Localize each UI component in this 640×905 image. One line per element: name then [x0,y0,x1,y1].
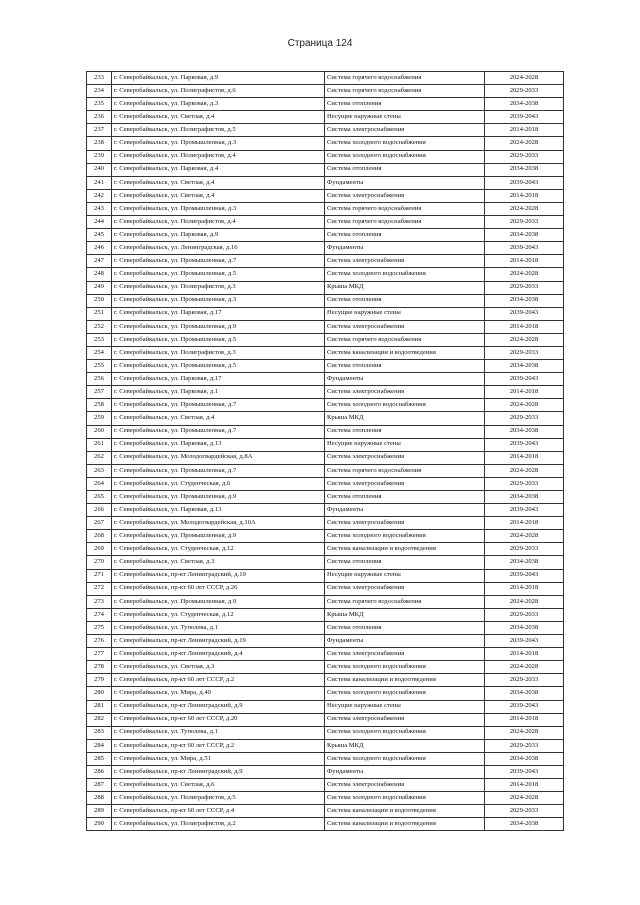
row-period: 2039-2043 [485,504,564,517]
row-system: Система отопления [325,229,485,242]
row-system: Система холодного водоснабжения [325,687,485,700]
row-period: 2014-2018 [485,189,564,202]
row-system: Система горячего водоснабжения [325,202,485,215]
table-row [87,294,564,307]
row-system: Система отопления [325,360,485,373]
row-system: Система отопления [325,294,485,307]
row-address: г. Северобайкальск, ул. Промышленная, д.3 [112,294,325,307]
row-period: 2029-2033 [485,281,564,294]
row-period: 2034-2038 [485,621,564,634]
table-row [87,491,564,504]
row-number: 234 [87,85,112,98]
row-system: Крыша МКД [325,412,485,425]
row-address: г. Северобайкальск, пр-кт 60 лет СССР, д.2 [112,674,325,687]
row-system: Фундаменты [325,504,485,517]
table-row [87,700,564,713]
table-row [87,229,564,242]
row-system: Система электроснабжения [325,255,485,268]
row-number: 237 [87,124,112,137]
row-period: 2014-2018 [485,124,564,137]
table-row [87,687,564,700]
row-number: 272 [87,582,112,595]
row-number: 290 [87,818,112,831]
table-row [87,124,564,137]
row-number: 245 [87,229,112,242]
row-address: г. Северобайкальск, ул. Мира, д.49 [112,687,325,700]
table-row [87,202,564,215]
row-period: 2034-2038 [485,294,564,307]
table-row [87,765,564,778]
row-address: г. Северобайкальск, ул. Светлая, д.3 [112,661,325,674]
row-address: г. Северобайкальск, ул. Полиграфистов, д.4 [112,150,325,163]
table-row [87,216,564,229]
row-address: г. Северобайкальск, ул. Промышленная, д.7 [112,255,325,268]
row-system: Система электроснабжения [325,779,485,792]
row-address: г. Северобайкальск, ул. Светлая, д.4 [112,111,325,124]
row-number: 258 [87,399,112,412]
row-system: Несущие наружные стены [325,700,485,713]
row-address: г. Северобайкальск, ул. Парковая, д.9 [112,72,325,85]
row-number: 260 [87,425,112,438]
row-system: Крыша МКД [325,739,485,752]
row-period: 2014-2018 [485,451,564,464]
table-row [87,399,564,412]
table-row [87,386,564,399]
table-row [87,320,564,333]
table-row [87,595,564,608]
row-period: 2029-2033 [485,608,564,621]
row-system: Крыша МКД [325,608,485,621]
row-period: 2014-2018 [485,779,564,792]
table-row [87,818,564,831]
row-address: г. Северобайкальск, пр-кт Ленинградский, д.19 [112,569,325,582]
row-address: г. Северобайкальск, ул. Промышленная, д.7 [112,464,325,477]
row-period: 2034-2038 [485,425,564,438]
row-address: г. Северобайкальск, ул. Полиграфистов, д.2 [112,818,325,831]
row-system: Система электроснабжения [325,124,485,137]
row-address: г. Северобайкальск, ул. Полиграфистов, д.5 [112,792,325,805]
row-system: Система электроснабжения [325,648,485,661]
row-number: 285 [87,752,112,765]
table-row [87,582,564,595]
row-system: Несущие наружные стены [325,438,485,451]
row-number: 257 [87,386,112,399]
row-period: 2024-2028 [485,202,564,215]
row-number: 277 [87,648,112,661]
row-number: 266 [87,504,112,517]
row-period: 2024-2028 [485,792,564,805]
row-period: 2014-2018 [485,582,564,595]
table-row [87,477,564,490]
row-period: 2034-2038 [485,229,564,242]
table-row [87,189,564,202]
table-row [87,425,564,438]
row-period: 2039-2043 [485,700,564,713]
row-number: 244 [87,216,112,229]
row-period: 2029-2033 [485,674,564,687]
table-row [87,779,564,792]
row-period: 2029-2033 [485,477,564,490]
table-row [87,281,564,294]
table-row [87,739,564,752]
table-row [87,792,564,805]
row-system: Система холодного водоснабжения [325,137,485,150]
row-period: 2029-2033 [485,739,564,752]
row-period: 2029-2033 [485,412,564,425]
row-period: 2024-2028 [485,726,564,739]
table-row [87,98,564,111]
table-row [87,569,564,582]
row-system: Система отопления [325,556,485,569]
row-number: 239 [87,150,112,163]
table-row [87,268,564,281]
row-address: г. Северобайкальск, пр-кт Ленинградский, д.9 [112,700,325,713]
table-row [87,504,564,517]
row-period: 2039-2043 [485,569,564,582]
row-address: г. Северобайкальск, пр-кт 60 лет СССР, д.2 [112,739,325,752]
row-period: 2024-2028 [485,72,564,85]
table-row [87,556,564,569]
row-address: г. Северобайкальск, пр-кт Ленинградский, д.9 [112,765,325,778]
row-number: 243 [87,202,112,215]
row-system: Система холодного водоснабжения [325,752,485,765]
row-system: Система горячего водоснабжения [325,333,485,346]
row-address: г. Северобайкальск, ул. Промышленная, д.5 [112,333,325,346]
row-period: 2029-2033 [485,85,564,98]
row-period: 2039-2043 [485,765,564,778]
row-period: 2039-2043 [485,242,564,255]
row-period: 2014-2018 [485,648,564,661]
row-period: 2029-2033 [485,216,564,229]
row-address: г. Северобайкальск, ул. Промышленная, д.3 [112,202,325,215]
row-address: г. Северобайкальск, ул. Промышленная, д.9 [112,530,325,543]
row-system: Система горячего водоснабжения [325,464,485,477]
row-period: 2034-2038 [485,163,564,176]
row-address: г. Северобайкальск, ул. Светлая, д.6 [112,779,325,792]
row-address: г. Северобайкальск, ул. Туполева, д.1 [112,726,325,739]
table-row [87,608,564,621]
row-number: 282 [87,713,112,726]
row-address: г. Северобайкальск, ул. Промышленная, д.7 [112,399,325,412]
row-period: 2024-2028 [485,137,564,150]
page-header: Страница 124 [287,38,353,49]
row-period: 2034-2038 [485,752,564,765]
registry-table [86,71,564,831]
row-system: Система канализации и водоотведения [325,346,485,359]
row-number: 288 [87,792,112,805]
row-number: 259 [87,412,112,425]
row-number: 246 [87,242,112,255]
row-number: 274 [87,608,112,621]
row-period: 2029-2033 [485,543,564,556]
row-number: 255 [87,360,112,373]
row-number: 287 [87,779,112,792]
row-address: г. Северобайкальск, ул. Молодогвардейская, д.10А [112,517,325,530]
row-number: 268 [87,530,112,543]
row-system: Система канализации и водоотведения [325,805,485,818]
row-period: 2039-2043 [485,438,564,451]
row-number: 250 [87,294,112,307]
row-period: 2014-2018 [485,517,564,530]
row-number: 284 [87,739,112,752]
row-number: 253 [87,333,112,346]
table-row [87,726,564,739]
row-number: 241 [87,176,112,189]
row-number: 249 [87,281,112,294]
table-row [87,451,564,464]
row-period: 2034-2038 [485,556,564,569]
row-period: 2024-2028 [485,530,564,543]
row-number: 252 [87,320,112,333]
row-number: 235 [87,98,112,111]
row-number: 261 [87,438,112,451]
row-system: Фундаменты [325,242,485,255]
table-row [87,674,564,687]
row-period: 2024-2028 [485,333,564,346]
row-period: 2024-2028 [485,661,564,674]
row-number: 283 [87,726,112,739]
row-period: 2024-2028 [485,399,564,412]
row-system: Система холодного водоснабжения [325,792,485,805]
table-row [87,85,564,98]
row-address: г. Северобайкальск, ул. Парковая, д.9 [112,229,325,242]
row-number: 256 [87,373,112,386]
row-address: г. Северобайкальск, пр-кт 60 лет СССР, д.20 [112,713,325,726]
table-row [87,805,564,818]
row-address: г. Северобайкальск, ул. Полиграфистов, д.3 [112,346,325,359]
row-system: Система отопления [325,163,485,176]
row-address: г. Северобайкальск, ул. Полиграфистов, д.4 [112,216,325,229]
row-period: 2039-2043 [485,373,564,386]
table-row [87,373,564,386]
row-address: г. Северобайкальск, ул. Парковая, д.13 [112,438,325,451]
table-row [87,333,564,346]
row-number: 281 [87,700,112,713]
row-number: 278 [87,661,112,674]
row-system: Система канализации и водоотведения [325,674,485,687]
row-number: 265 [87,491,112,504]
table-row [87,72,564,85]
row-number: 242 [87,189,112,202]
row-system: Система электроснабжения [325,477,485,490]
row-system: Фундаменты [325,635,485,648]
table-row [87,137,564,150]
row-address: г. Северобайкальск, ул. Молодогвардейская, д.8А [112,451,325,464]
row-system: Система электроснабжения [325,517,485,530]
row-number: 271 [87,569,112,582]
row-period: 2039-2043 [485,635,564,648]
row-system: Система канализации и водоотведения [325,543,485,556]
row-number: 251 [87,307,112,320]
row-address: г. Северобайкальск, ул. Ленинградская, д.16 [112,242,325,255]
row-address: г. Северобайкальск, ул. Полиграфистов, д.5 [112,124,325,137]
row-period: 2014-2018 [485,386,564,399]
row-system: Фундаменты [325,373,485,386]
row-period: 2014-2018 [485,713,564,726]
row-address: г. Северобайкальск, ул. Туполева, д.1 [112,621,325,634]
row-system: Несущие наружные стены [325,111,485,124]
row-number: 254 [87,346,112,359]
row-period: 2014-2018 [485,320,564,333]
row-number: 276 [87,635,112,648]
row-period: 2029-2033 [485,346,564,359]
table-row [87,635,564,648]
row-address: г. Северобайкальск, пр-кт Ленинградский, д.19 [112,635,325,648]
registry-table-body [87,72,564,831]
row-system: Система электроснабжения [325,320,485,333]
table-row [87,163,564,176]
row-address: г. Северобайкальск, ул. Промышленная, д.7 [112,425,325,438]
row-system: Система холодного водоснабжения [325,150,485,163]
row-number: 289 [87,805,112,818]
row-system: Несущие наружные стены [325,307,485,320]
row-number: 267 [87,517,112,530]
row-address: г. Северобайкальск, ул. Промышленная, д.9 [112,491,325,504]
table-row [87,661,564,674]
row-system: Система электроснабжения [325,386,485,399]
row-number: 238 [87,137,112,150]
row-system: Система отопления [325,98,485,111]
row-address: г. Северобайкальск, ул. Мира, д.51 [112,752,325,765]
row-number: 233 [87,72,112,85]
table-row [87,752,564,765]
table-row [87,543,564,556]
row-number: 247 [87,255,112,268]
row-address: г. Северобайкальск, ул. Светлая, д.4 [112,176,325,189]
row-period: 2039-2043 [485,176,564,189]
row-address: г. Северобайкальск, ул. Парковая, д.1 [112,386,325,399]
table-row [87,360,564,373]
row-address: г. Северобайкальск, ул. Студенческая, д.12 [112,543,325,556]
row-period: 2034-2038 [485,491,564,504]
row-system: Несущие наружные стены [325,569,485,582]
row-address: г. Северобайкальск, пр-кт 60 лет СССР, д.4 [112,805,325,818]
row-address: г. Северобайкальск, ул. Парковая, д.4 [112,163,325,176]
row-address: г. Северобайкальск, ул. Парковая, д.17 [112,307,325,320]
table-row [87,346,564,359]
row-address: г. Северобайкальск, ул. Промышленная, д.9 [112,320,325,333]
row-system: Система электроснабжения [325,451,485,464]
table-row [87,713,564,726]
row-address: г. Северобайкальск, ул. Полиграфистов, д.6 [112,85,325,98]
row-system: Система горячего водоснабжения [325,216,485,229]
row-system: Система отопления [325,491,485,504]
row-period: 2024-2028 [485,595,564,608]
row-address: г. Северобайкальск, ул. Промышленная, д.9 [112,595,325,608]
row-number: 279 [87,674,112,687]
row-address: г. Северобайкальск, пр-кт Ленинградский, д.4 [112,648,325,661]
row-address: г. Северобайкальск, ул. Студенческая, д.12 [112,608,325,621]
row-address: г. Северобайкальск, ул. Парковая, д.17 [112,373,325,386]
table-row [87,517,564,530]
row-address: г. Северобайкальск, ул. Полиграфистов, д.3 [112,281,325,294]
row-address: г. Северобайкальск, ул. Светлая, д.3 [112,556,325,569]
row-system: Система холодного водоснабжения [325,661,485,674]
row-system: Система холодного водоснабжения [325,530,485,543]
row-number: 270 [87,556,112,569]
row-address: г. Северобайкальск, ул. Промышленная, д.3 [112,137,325,150]
table-row [87,255,564,268]
row-address: г. Северобайкальск, ул. Парковая, д.3 [112,98,325,111]
row-address: г. Северобайкальск, ул. Промышленная, д.5 [112,268,325,281]
row-address: г. Северобайкальск, пр-кт 60 лет СССР, д.26 [112,582,325,595]
row-system: Система отопления [325,621,485,634]
table-row [87,412,564,425]
table-row [87,464,564,477]
row-period: 2039-2043 [485,111,564,124]
row-number: 264 [87,477,112,490]
row-address: г. Северобайкальск, ул. Студенческая, д.6 [112,477,325,490]
row-number: 273 [87,595,112,608]
table-row [87,176,564,189]
row-address: г. Северобайкальск, ул. Промышленная, д.5 [112,360,325,373]
table-row [87,648,564,661]
row-system: Система холодного водоснабжения [325,268,485,281]
row-period: 2014-2018 [485,255,564,268]
row-number: 280 [87,687,112,700]
row-period: 2029-2033 [485,150,564,163]
table-row [87,111,564,124]
row-address: г. Северобайкальск, ул. Светлая, д.4 [112,412,325,425]
row-number: 248 [87,268,112,281]
row-address: г. Северобайкальск, ул. Парковая, д.13 [112,504,325,517]
row-period: 2034-2038 [485,818,564,831]
row-number: 263 [87,464,112,477]
row-number: 240 [87,163,112,176]
row-period: 2034-2038 [485,687,564,700]
table-row [87,242,564,255]
row-period: 2034-2038 [485,360,564,373]
table-row [87,438,564,451]
row-number: 286 [87,765,112,778]
row-system: Система горячего водоснабжения [325,595,485,608]
row-system: Система холодного водоснабжения [325,399,485,412]
row-period: 2029-2033 [485,805,564,818]
row-system: Система канализации и водоотведения [325,818,485,831]
row-system: Система электроснабжения [325,189,485,202]
table-row [87,307,564,320]
table-row [87,150,564,163]
table-row [87,530,564,543]
row-system: Система отопления [325,425,485,438]
table-row [87,621,564,634]
row-system: Система горячего водоснабжения [325,72,485,85]
row-period: 2034-2038 [485,98,564,111]
row-system: Система электроснабжения [325,713,485,726]
row-system: Крыша МКД [325,281,485,294]
row-period: 2039-2043 [485,307,564,320]
row-period: 2024-2028 [485,268,564,281]
row-system: Система горячего водоснабжения [325,85,485,98]
row-number: 269 [87,543,112,556]
row-number: 262 [87,451,112,464]
row-address: г. Северобайкальск, ул. Светлая, д.4 [112,189,325,202]
row-system: Система холодного водоснабжения [325,726,485,739]
row-system: Система электроснабжения [325,582,485,595]
row-period: 2024-2028 [485,464,564,477]
row-system: Фундаменты [325,176,485,189]
row-number: 275 [87,621,112,634]
row-number: 236 [87,111,112,124]
row-system: Фундаменты [325,765,485,778]
